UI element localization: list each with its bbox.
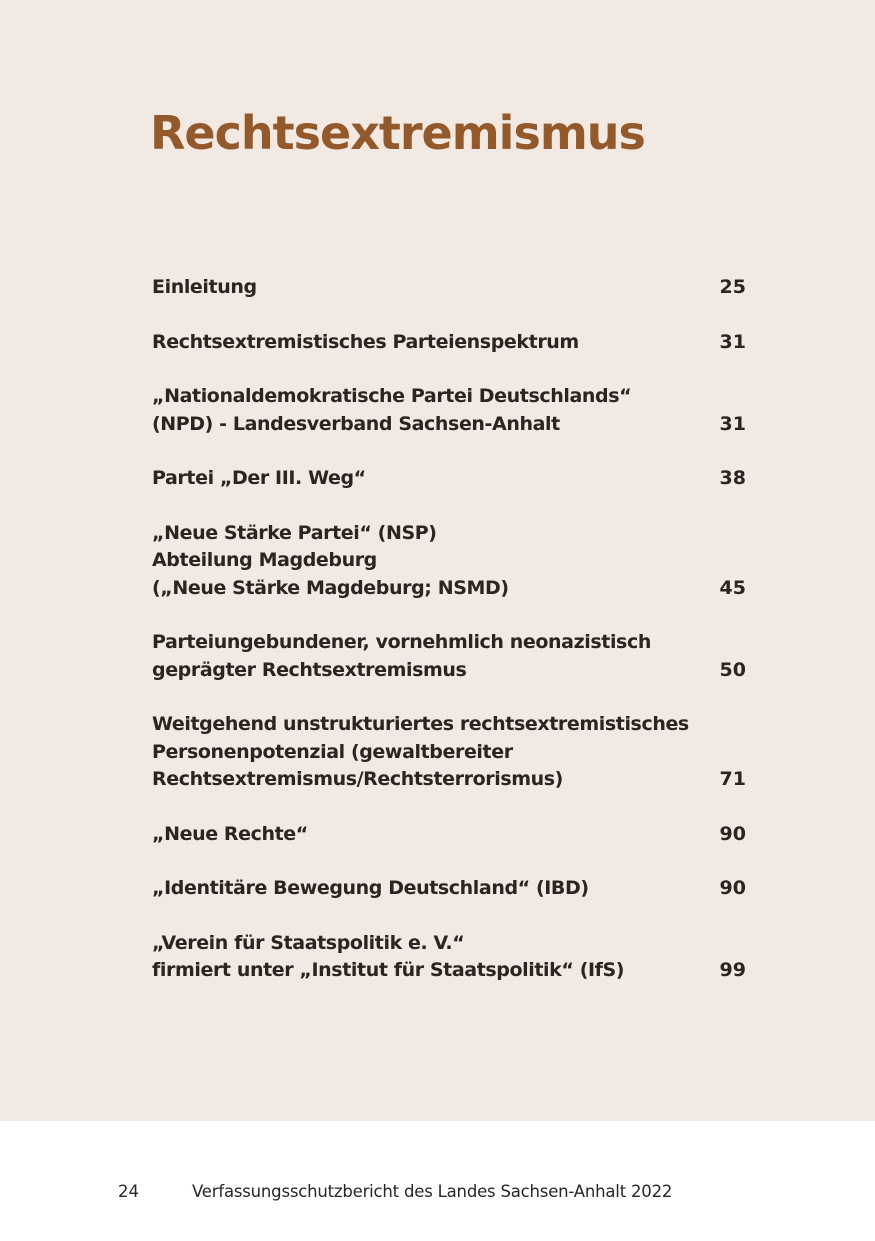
footer-page-number: 24 — [118, 1182, 139, 1201]
toc-entry-line: „Verein für Staatspolitik e. V.“ — [152, 931, 465, 954]
toc-entry-title — [152, 875, 692, 903]
toc-entry[interactable] — [152, 875, 748, 903]
toc-entry-page-number: 50 — [719, 658, 746, 681]
toc-entry[interactable] — [152, 520, 748, 603]
toc-entry-page-number: 99 — [719, 959, 746, 981]
toc-entry-page-number: 38 — [719, 467, 746, 489]
toc-entry-title — [152, 711, 692, 794]
toc-entry[interactable] — [152, 274, 748, 302]
toc-entry[interactable] — [152, 465, 748, 493]
toc-entry-title — [152, 329, 692, 357]
toc-entry-title — [152, 821, 692, 849]
toc-entry-line: „Identitäre Bewegung Deutschland“ (IBD) — [152, 877, 589, 899]
toc-entry[interactable] — [152, 711, 748, 794]
toc-entry-title — [152, 274, 692, 302]
toc-entry-title — [152, 383, 692, 438]
toc-entry-page-number: 90 — [719, 822, 746, 845]
toc-entry-line: Parteiungebundener, vornehmlich neonazistisch — [152, 631, 651, 653]
toc-entry-line: Einleitung — [152, 276, 257, 298]
toc-entry-line: „Neue Stärke Partei“ (NSP) — [152, 521, 437, 544]
toc-entry-title — [152, 629, 692, 684]
toc-entry-page-number: 45 — [719, 576, 746, 599]
toc-entry-line: Personenpotenzial (gewaltbereiter — [152, 740, 513, 763]
toc-entry-line: Partei „Der III. Weg“ — [152, 467, 366, 489]
toc-entry-line: Abteilung Magdeburg — [152, 549, 377, 571]
toc-entry-line: firmiert unter „Institut für Staatspolitik“ (IfS) — [152, 959, 625, 981]
toc-entry-line: Weitgehend unstrukturiertes rechtsextremistisches — [152, 713, 689, 735]
toc-entry[interactable] — [152, 821, 748, 849]
toc-entry-title — [152, 520, 692, 603]
toc-entry-title — [152, 930, 692, 985]
toc-entry[interactable] — [152, 930, 748, 985]
toc-entry-page-number: 90 — [719, 877, 746, 899]
toc-entry-line: Rechtsextremistisches Parteienspektrum — [152, 330, 579, 353]
toc-entry[interactable] — [152, 329, 748, 357]
toc-entry-page-number: 31 — [719, 412, 746, 435]
toc-entry[interactable] — [152, 629, 748, 684]
toc-entry-line: („Neue Stärke Magdeburg; NSMD) — [152, 576, 509, 599]
toc-entry-page-number: 71 — [719, 768, 746, 790]
toc-entry-line: „Neue Rechte“ — [152, 822, 308, 845]
toc-entry-line: (NPD) - Landesverband Sachsen-Anhalt — [152, 412, 560, 435]
toc-entry-page-number: 25 — [719, 276, 746, 298]
page-title: Rechtsextremismus — [150, 106, 645, 160]
toc-entry-line: Rechtsextremismus/Rechtsterrorismus) — [152, 768, 563, 790]
toc-entry-line: „Nationaldemokratische Partei Deutschlands“ — [152, 385, 632, 407]
toc-entry-title — [152, 465, 692, 493]
toc-entry[interactable] — [152, 383, 748, 438]
toc-entry-page-number: 31 — [719, 330, 746, 353]
toc-entry-line: geprägter Rechtsextremismus — [152, 658, 467, 681]
table-of-contents — [152, 274, 748, 1012]
footer-report-title: Verfassungsschutzbericht des Landes Sachsen-Anhalt 2022 — [192, 1182, 673, 1201]
